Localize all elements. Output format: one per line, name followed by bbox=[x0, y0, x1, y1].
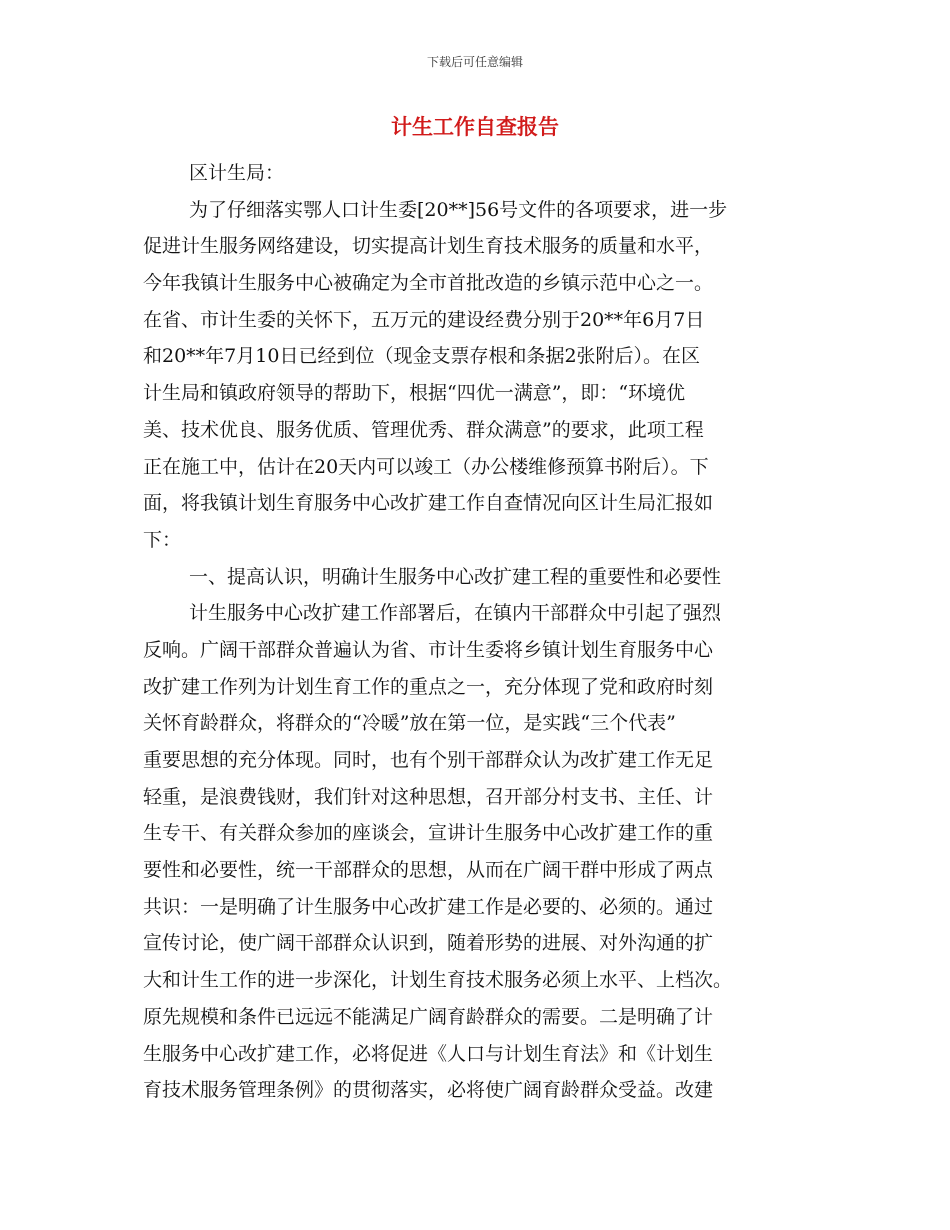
paragraph-line: 为了仔细落实鄂人口计生委[20**]56号文件的各项要求，进一步 bbox=[189, 198, 728, 221]
section-heading: 一、提高认识，明确计生服务中心改扩建工程的重要性和必要性 bbox=[189, 565, 722, 588]
paragraph-line: 关怀育龄群众，将群众的“冷暖”放在第一位，是实践“三个代表” bbox=[143, 712, 676, 735]
paragraph-line: 下： bbox=[143, 528, 182, 551]
paragraph-line: 生专干、有关群众参加的座谈会，宣讲计生服务中心改扩建工作的重 bbox=[143, 822, 714, 845]
paragraph-line: 在省、市计生委的关怀下，五万元的建设经费分别于20**年6月7日 bbox=[143, 308, 705, 331]
paragraph-line: 计生服务中心改扩建工作部署后，在镇内干部群众中引起了强烈 bbox=[189, 602, 722, 625]
document-title: 计生工作自查报告 bbox=[391, 115, 559, 139]
paragraph-line: 今年我镇计生服务中心被确定为全市首批改造的乡镇示范中心之一。 bbox=[143, 272, 714, 295]
paragraph-line: 面，将我镇计划生育服务中心改扩建工作自查情况向区计生局汇报如 bbox=[143, 492, 714, 515]
paragraph-line: 生服务中心改扩建工作，必将促进《人口与计划生育法》和《计划生 bbox=[143, 1042, 714, 1065]
paragraph-line: 原先规模和条件已远远不能满足广阔育龄群众的需要。二是明确了计 bbox=[143, 1005, 714, 1028]
salutation-line: 区计生局： bbox=[189, 162, 285, 184]
paragraph-line: 轻重，是浪费钱财，我们针对这种思想，召开部分村支书、主任、计 bbox=[143, 785, 714, 808]
paragraph-line: 共识：一是明确了计生服务中心改扩建工作是必要的、必须的。通过 bbox=[143, 895, 714, 918]
document-body bbox=[143, 155, 808, 1109]
paragraph-line: 大和计生工作的进一步深化，计划生育技术服务必须上水平、上档次。 bbox=[143, 969, 733, 992]
paragraph-line: 育技术服务管理条例》的贯彻落实，必将使广阔育龄群众受益。改建 bbox=[143, 1079, 714, 1102]
paragraph-line: 反响。广阔干部群众普遍认为省、市计生委将乡镇计划生育服务中心 bbox=[143, 638, 714, 661]
paragraph-line: 改扩建工作列为计划生育工作的重点之一，充分体现了党和政府时刻 bbox=[143, 675, 714, 698]
paragraph-line: 促进计生服务网络建设，切实提高计划生育技术服务的质量和水平， bbox=[143, 235, 714, 258]
paragraph-line: 美、技术优良、服务优质、管理优秀、群众满意”的要求，此项工程 bbox=[143, 418, 704, 441]
paragraph-line: 重要思想的充分体现。同时，也有个别干部群众认为改扩建工作无足 bbox=[143, 749, 714, 771]
paragraph-line: 要性和必要性，统一干部群众的思想，从而在广阔干群中形成了两点 bbox=[143, 859, 714, 882]
page-header-note: 下载后可任意编辑 bbox=[426, 55, 523, 69]
paragraph-line: 正在施工中，估计在20天内可以竣工（办公楼维修预算书附后）。下 bbox=[143, 455, 709, 478]
paragraph-line: 宣传讨论，使广阔干部群众认识到，随着形势的进展、对外沟通的扩 bbox=[143, 932, 714, 955]
paragraph-line: 计生局和镇政府领导的帮助下，根据“四优一满意”，即：“环境优 bbox=[143, 382, 686, 405]
paragraph-line: 和20**年7月10日已经到位（现金支票存根和条据2张附后）。在区 bbox=[143, 345, 701, 368]
